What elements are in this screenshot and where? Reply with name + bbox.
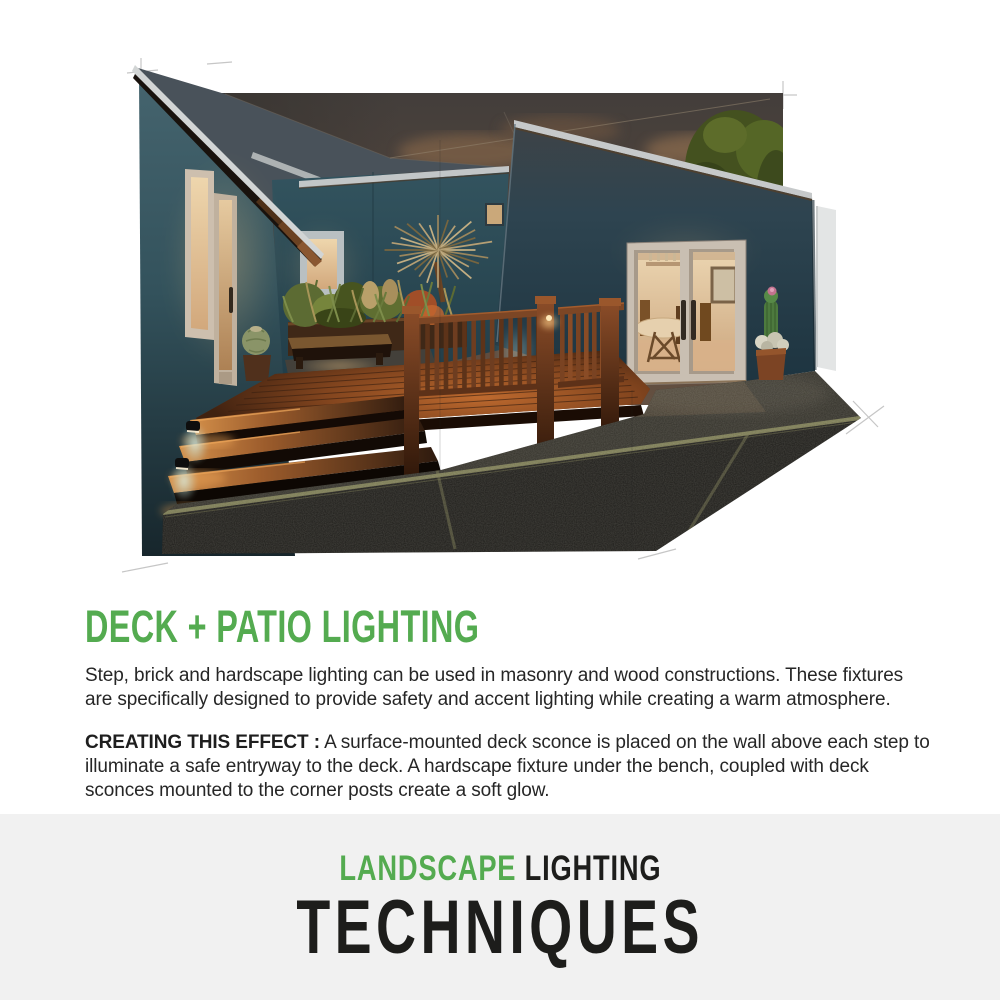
sconce-fixture xyxy=(186,421,200,431)
brand-word-landscape: LANDSCAPE xyxy=(339,849,516,888)
sconce-fixture xyxy=(175,458,189,468)
gable-vent-window xyxy=(486,204,503,225)
door-handle xyxy=(229,287,233,313)
post-sconce-light xyxy=(546,315,552,321)
brand-word-lighting: LIGHTING xyxy=(524,849,661,888)
picture-frame xyxy=(712,268,736,302)
effect-body: A surface-mounted deck sconce is placed on the wall above each step to illuminate a safe entryway to the deck. A hardscape fixture under the bench, coupled with deck sconces mounted to the corner posts create a soft glow. xyxy=(85,732,930,801)
footer-title xyxy=(0,885,1000,970)
door-handle xyxy=(691,300,696,340)
section-heading-text: DECK + PATIO LIGHTING xyxy=(85,601,480,652)
effect-label: CREATING THIS EFFECT : xyxy=(85,732,320,753)
caption-block xyxy=(85,601,930,803)
brand-line xyxy=(0,851,1000,886)
section-heading xyxy=(85,601,930,652)
lit-entry-door xyxy=(214,193,237,386)
glass-double-doors xyxy=(627,240,746,385)
gray-wall-panel xyxy=(817,206,836,371)
door-handle xyxy=(681,300,686,340)
lit-entry-window xyxy=(185,169,214,340)
effect-paragraph xyxy=(85,731,930,803)
footer-band xyxy=(0,814,1000,1000)
railing-post xyxy=(404,312,419,480)
footer-title-text: TECHNIQUES xyxy=(296,885,704,970)
intro-paragraph: Step, brick and hardscape lighting can be used in masonry and wood constructions. These fixtures are specifically designed to provide safety and accent lighting while creating a warm atmosphere. xyxy=(85,665,904,710)
railing-post xyxy=(601,304,619,438)
